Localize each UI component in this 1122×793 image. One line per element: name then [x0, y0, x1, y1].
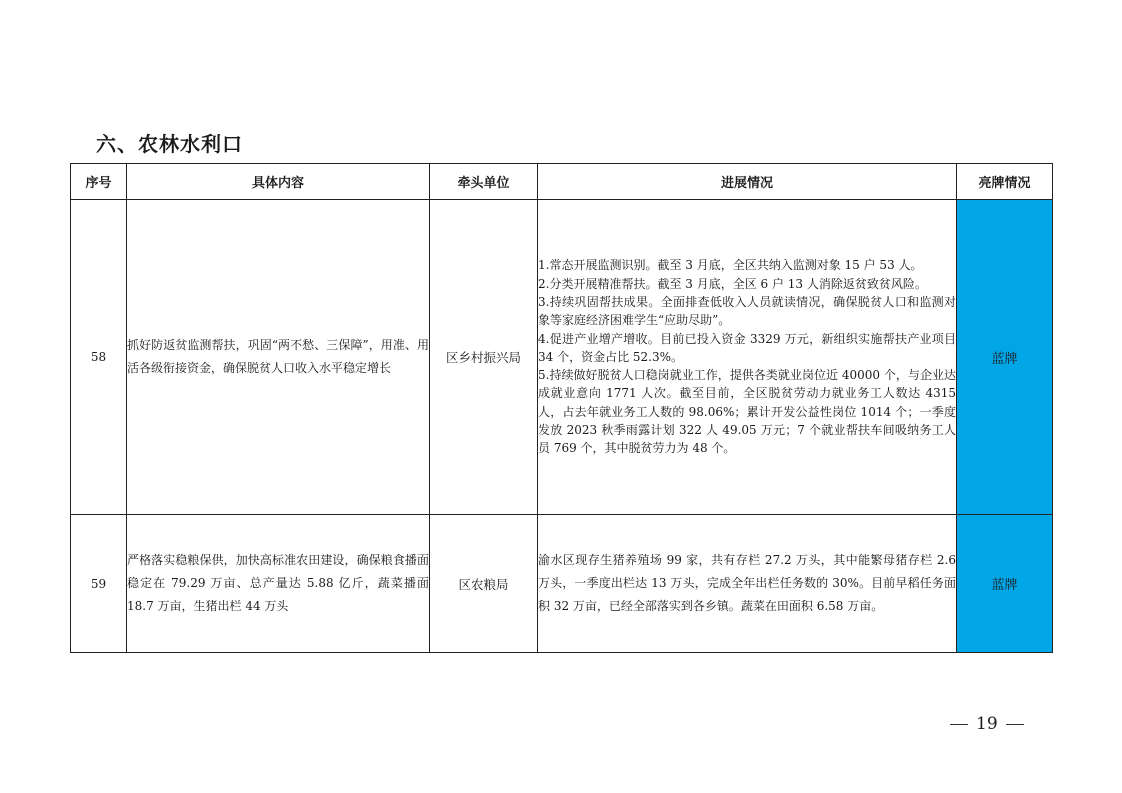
row-content: 严格落实稳粮保供，加快高标准农田建设，确保粮食播面稳定在 79.29 万亩、总产量达 5.88 亿斤，蔬菜播面 18.7 万亩，生猪出栏 44 万头	[127, 515, 430, 653]
table-header-row	[71, 164, 1053, 200]
progress-item: 5.持续做好脱贫人口稳岗就业工作，提供各类就业岗位近 40000 个，与企业达成就业意向 1771 人次。截至目前，全区脱贫劳动力就业务工人数达 4315 人，占去年就业务工人数的 98.06%；累计开发公益性岗位 1014 个；一季度发放 2023 秋季雨露计划 322 人 49.05 万元；7 个就业帮扶车间吸纳务工人员 769 个，其中脱贫劳力为 48 个。	[538, 368, 956, 456]
progress-item: 渝水区现存生猪养殖场 99 家，共有存栏 27.2 万头，其中能繁母猪存栏 2.6 万头，一季度出栏达 13 万头，完成全年出栏任务数的 30%。目前早稻任务面积 32 万亩，已经全部落实到各乡镇。蔬菜在田面积 6.58 万亩。	[538, 553, 956, 613]
header-lead-unit: 牵头单位	[430, 164, 538, 200]
row-serial-number: 58	[71, 200, 127, 515]
row-progress	[538, 200, 957, 515]
progress-item: 4.促进产业增产增收。目前已投入资金 3329 万元，新组织实施帮扶产业项目 34 个，资金占比 52.3%。	[538, 331, 956, 364]
header-status: 亮牌情况	[957, 164, 1053, 200]
section-title: 六、农林水利口	[96, 132, 243, 156]
progress-item: 1.常态开展监测识别。截至 3 月底，全区共纳入监测对象 15 户 53 人。	[538, 258, 923, 273]
table-row	[71, 200, 1053, 515]
row-serial-number: 59	[71, 515, 127, 653]
header-serial-number: 序号	[71, 164, 127, 200]
page-number-value: 19	[976, 714, 998, 734]
dash-decoration	[950, 724, 968, 725]
row-content: 抓好防返贫监测帮扶，巩固“两不愁、三保障”，用准、用活各级衔接资金，确保脱贫人口收入水平稳定增长	[127, 200, 430, 515]
row-lead-unit: 区农粮局	[430, 515, 538, 653]
progress-item: 2.分类开展精准帮扶。截至 3 月底，全区 6 户 13 人消除返贫致贫风险。	[538, 276, 927, 291]
header-progress: 进展情况	[538, 164, 957, 200]
progress-table	[70, 163, 1053, 653]
status-badge: 蓝牌	[957, 200, 1053, 515]
page-number	[950, 714, 1024, 734]
progress-item: 3.持续巩固帮扶成果。全面排查低收入人员就读情况，确保脱贫人口和监测对象等家庭经济困难学生“应助尽助”。	[538, 294, 956, 328]
row-progress	[538, 515, 957, 653]
dash-decoration	[1006, 724, 1024, 725]
status-badge: 蓝牌	[957, 515, 1053, 653]
table-row	[71, 515, 1053, 653]
header-content: 具体内容	[127, 164, 430, 200]
row-lead-unit: 区乡村振兴局	[430, 200, 538, 515]
